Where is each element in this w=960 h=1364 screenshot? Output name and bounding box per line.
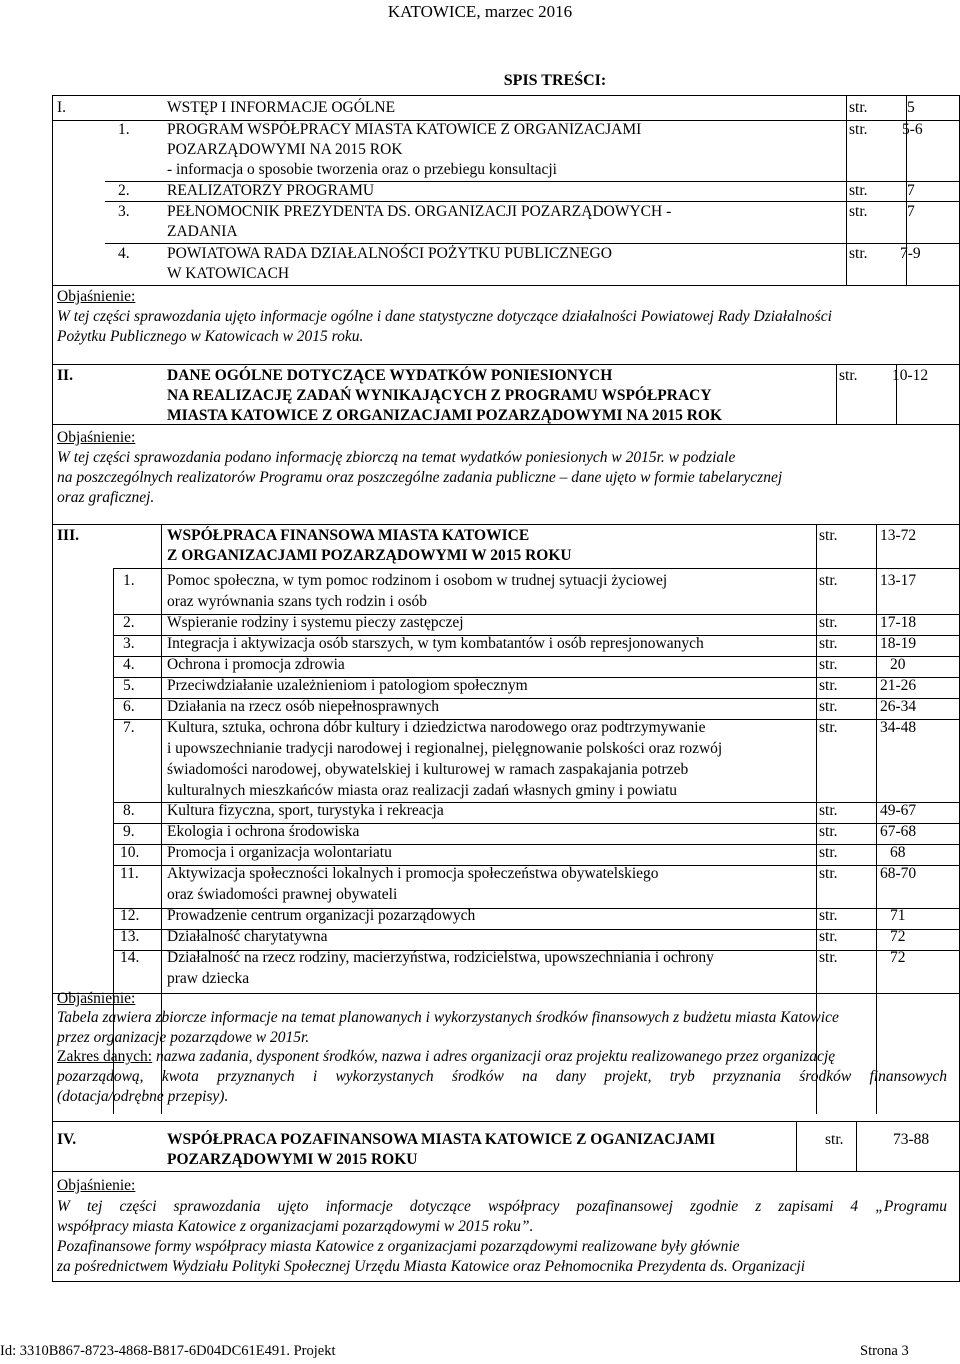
item-number: 11. bbox=[120, 865, 139, 882]
data-scope-label: Zakres danych: bbox=[57, 1048, 153, 1065]
page-label: str. bbox=[819, 802, 838, 819]
rule bbox=[53, 1121, 959, 1122]
item-number: 4. bbox=[118, 245, 130, 262]
rule bbox=[836, 364, 837, 424]
explanation-text: oraz graficznej. bbox=[57, 489, 155, 506]
section-number: II. bbox=[57, 367, 73, 384]
page-number: 34-48 bbox=[880, 719, 917, 736]
page-number: 68-70 bbox=[880, 865, 917, 882]
page-number: 73-88 bbox=[893, 1131, 930, 1148]
page-number: 7-9 bbox=[900, 245, 921, 262]
item-note: - informacja o sposobie tworzenia oraz o przebiegu konsultacji bbox=[167, 161, 557, 178]
item-title: Wspieranie rodziny i systemu pieczy zastępczej bbox=[167, 614, 464, 631]
explanation-text: za pośrednictwem Wydziału Polityki Społecznej Urzędu Miasta Katowice oraz Pełnomocnika Prezydenta ds. Organizacji bbox=[57, 1258, 806, 1275]
page-label: str. bbox=[819, 677, 838, 694]
section-number: IV. bbox=[57, 1131, 77, 1148]
page-label: str. bbox=[825, 1131, 844, 1148]
rule bbox=[53, 285, 959, 286]
item-number: 3. bbox=[123, 635, 135, 652]
rule bbox=[105, 243, 959, 244]
page-number: 5 bbox=[907, 99, 915, 116]
explanation-text: W tej części sprawozdania ujęto informacje ogólne i dane statystyczne dotyczące działalności Powiatowej Rady Działalności bbox=[57, 308, 832, 325]
item-title: praw dziecka bbox=[167, 970, 250, 987]
page-number: 20 bbox=[890, 656, 906, 673]
item-title: kulturalnych mieszkańców miasta oraz realizacji zadań własnych gminy i powiatu bbox=[167, 782, 678, 799]
section-heading: POZARZĄDOWYMI W 2015 ROKU bbox=[167, 1151, 418, 1168]
item-number: 3. bbox=[118, 203, 130, 220]
item-number: 2. bbox=[123, 614, 135, 631]
page-label: str. bbox=[819, 635, 838, 652]
page-number: 18-19 bbox=[880, 635, 917, 652]
page-number: 21-26 bbox=[880, 677, 917, 694]
item-title: Przeciwdziałanie uzależnieniom i patologiom społecznym bbox=[167, 677, 528, 694]
item-title: POWIATOWA RADA DZIAŁALNOŚCI POŻYTKU PUBLICZNEGO bbox=[167, 245, 612, 262]
data-scope-content: nazwa zadania, dysponent środków, nazwa i adres organizacji oraz projektu realizowanego przez organizację bbox=[152, 1048, 836, 1065]
rule bbox=[105, 201, 959, 202]
section-heading: NA REALIZACJĘ ZADAŃ WYNIKAJĄCYCH Z PROGRAMU WSPÓŁPRACY bbox=[167, 387, 712, 404]
explanation-text: W tej części sprawozdania ujęto informacje dotyczące współpracy pozafinansowej zgodnie z zapisami 4 „Programu bbox=[57, 1198, 947, 1215]
item-title: Ekologia i ochrona środowiska bbox=[167, 823, 360, 840]
footer-page-number: Strona 3 bbox=[860, 1343, 909, 1359]
rule bbox=[53, 524, 959, 525]
page-number: 67-68 bbox=[880, 823, 917, 840]
page-number: 26-34 bbox=[880, 698, 917, 715]
item-title: REALIZATORZY PROGRAMU bbox=[167, 182, 375, 199]
page-label: str. bbox=[819, 907, 838, 924]
item-title: Prowadzenie centrum organizacji pozarządowych bbox=[167, 907, 476, 924]
section-number: III. bbox=[57, 527, 79, 544]
item-number: 8. bbox=[123, 802, 135, 819]
document-header: KATOWICE, marzec 2016 bbox=[387, 2, 573, 21]
page-number: 17-18 bbox=[880, 614, 917, 631]
item-title: Działalność na rzecz rodziny, macierzyństwa, rodzicielstwa, upowszechniania i ochrony bbox=[167, 949, 714, 966]
data-scope-text: pozarządową, kwota przyznanych i wykorzystanych środków na dany projekt, tryb przyznania środków finansowych bbox=[57, 1068, 947, 1085]
page-number: 13-17 bbox=[880, 572, 917, 589]
item-title: Działania na rzecz osób niepełnosprawnych bbox=[167, 698, 439, 715]
section-heading: MIASTA KATOWICE Z ORGANIZACJAMI POZARZĄDOWYMI NA 2015 ROK bbox=[167, 407, 723, 424]
item-number: 2. bbox=[118, 182, 130, 199]
data-scope-text: (dotacja/odrębne przepisy). bbox=[57, 1088, 229, 1105]
page-number: 49-67 bbox=[880, 802, 917, 819]
item-number: 9. bbox=[123, 823, 135, 840]
page-label: str. bbox=[819, 865, 838, 882]
section-heading: WSPÓŁPRACA FINANSOWA MIASTA KATOWICE bbox=[167, 527, 530, 544]
page-label: str. bbox=[819, 719, 838, 736]
explanation-label: Objaśnienie: bbox=[57, 288, 136, 305]
rule bbox=[856, 1121, 857, 1171]
rule bbox=[53, 993, 959, 994]
rule bbox=[53, 1171, 959, 1172]
item-title: POZARZĄDOWYMI NA 2015 ROK bbox=[167, 141, 403, 158]
item-title: ZADANIA bbox=[167, 223, 238, 240]
page-number: 13-72 bbox=[880, 527, 917, 544]
page-number: 68 bbox=[890, 844, 906, 861]
explanation-text: Pozafinansowe formy współpracy miasta Katowice z organizacjami pozarządowymi realizowane były głównie bbox=[57, 1238, 740, 1255]
page-label: str. bbox=[819, 698, 838, 715]
rule bbox=[53, 364, 959, 365]
item-title: Pomoc społeczna, w tym pomoc rodzinom i osobom w trudnej sytuacji życiowej bbox=[167, 572, 668, 589]
section-heading: Z ORGANIZACJAMI POZARZĄDOWYMI W 2015 ROKU bbox=[167, 547, 572, 564]
item-title: Integracja i aktywizacja osób starszych, w tym kombatantów i osób represjonowanych bbox=[167, 635, 704, 652]
item-number: 1. bbox=[123, 572, 135, 589]
page-number: 7 bbox=[907, 182, 915, 199]
page-label: str. bbox=[819, 844, 838, 861]
page-label: str. bbox=[819, 656, 838, 673]
page-number: 72 bbox=[890, 949, 906, 966]
item-number: 4. bbox=[123, 656, 135, 673]
section-heading: WSPÓŁPRACA POZAFINANSOWA MIASTA KATOWICE Z OGANIZACJAMI bbox=[167, 1131, 716, 1148]
item-title: Działalność charytatywna bbox=[167, 928, 328, 945]
section-number: I. bbox=[57, 99, 67, 116]
item-title: Aktywizacja społeczności lokalnych i promocja społeczeństwa obywatelskiego bbox=[167, 865, 659, 882]
item-title: Promocja i organizacja wolontariatu bbox=[167, 844, 392, 861]
explanation-text: współpracy miasta Katowice z organizacjami pozarządowymi w 2015 roku”. bbox=[57, 1218, 534, 1235]
item-number: 14. bbox=[120, 949, 140, 966]
item-title: W KATOWICACH bbox=[167, 265, 290, 282]
page-number: 7 bbox=[907, 203, 915, 220]
item-title: Ochrona i promocja zdrowia bbox=[167, 656, 345, 673]
explanation-label: Objaśnienie: bbox=[57, 990, 136, 1007]
item-number: 6. bbox=[123, 698, 135, 715]
item-number: 13. bbox=[120, 928, 140, 945]
item-number: 10. bbox=[120, 844, 140, 861]
explanation-text: na poszczególnych realizatorów Programu oraz poszczególne zadania publiczne – dane ujęto w formie tabelarycznej bbox=[57, 469, 783, 486]
item-number: 12. bbox=[120, 907, 140, 924]
page-label: str. bbox=[819, 928, 838, 945]
item-title: oraz wyrównania szans tych rodzin i osób bbox=[167, 593, 427, 610]
page-label: str. bbox=[819, 949, 838, 966]
item-title: Kultura, sztuka, ochrona dóbr kultury i dziedzictwa narodowego oraz podtrzymywanie bbox=[167, 719, 706, 736]
explanation-text: Tabela zawiera zbiorcze informacje na temat planowanych i wykorzystanych środków finansowych z budżetu miasta Katowice bbox=[57, 1009, 839, 1026]
explanation-text: przez organizacje pozarządowe w 2015r. bbox=[57, 1029, 310, 1046]
footer-document-id: Id: 3310B867-8723-4868-B817-6D04DC61E491. Projekt bbox=[0, 1343, 336, 1359]
explanation-text: Pożytku Publicznego w Katowicach w 2015 roku. bbox=[57, 328, 364, 345]
page-label: str. bbox=[849, 121, 868, 138]
toc-title: SPIS TREŚCI: bbox=[503, 72, 607, 89]
page-label: str. bbox=[849, 182, 868, 199]
item-title: PROGRAM WSPÓŁPRACY MIASTA KATOWICE Z ORGANIZACJAMI bbox=[167, 121, 642, 138]
page-number: 5-6 bbox=[902, 121, 923, 138]
item-number: 5. bbox=[123, 677, 135, 694]
section-heading: DANE OGÓLNE DOTYCZĄCE WYDATKÓW PONIESIONYCH bbox=[167, 367, 613, 384]
item-number: 1. bbox=[118, 121, 130, 138]
rule bbox=[113, 568, 959, 569]
page-label: str. bbox=[849, 99, 868, 116]
data-scope-text bbox=[57, 1048, 835, 1066]
item-title: i upowszechnianie tradycji narodowej i regionalnej, pielęgnowanie polskości oraz rozwój bbox=[167, 740, 723, 757]
rule bbox=[846, 96, 847, 285]
item-title: Kultura fizyczna, sport, turystyka i rekreacja bbox=[167, 802, 444, 819]
page-label: str. bbox=[819, 527, 838, 544]
page-label: str. bbox=[849, 203, 868, 220]
page-number: 10-12 bbox=[892, 367, 929, 384]
page-label: str. bbox=[839, 367, 858, 384]
page-number: 71 bbox=[890, 907, 906, 924]
section-heading: WSTĘP I INFORMACJE OGÓLNE bbox=[167, 99, 396, 116]
rule bbox=[876, 524, 877, 1114]
item-title: świadomości narodowej, obywatelskiej i kulturowej w ramach zaspakajania potrzeb bbox=[167, 761, 689, 778]
explanation-label: Objaśnienie: bbox=[57, 429, 136, 446]
page-label: str. bbox=[819, 823, 838, 840]
item-number: 7. bbox=[123, 719, 135, 736]
page-label: str. bbox=[819, 572, 838, 589]
explanation-text: W tej części sprawozdania podano informację zbiorczą na temat wydatków poniesionych w 2015r. w podziale bbox=[57, 449, 736, 466]
item-title: oraz świadomości prawnej obywateli bbox=[167, 886, 398, 903]
explanation-label: Objaśnienie: bbox=[57, 1177, 136, 1194]
page-label: str. bbox=[819, 614, 838, 631]
rule bbox=[796, 1121, 797, 1171]
item-title: PEŁNOMOCNIK PREZYDENTA DS. ORGANIZACJI POZARZĄDOWYCH - bbox=[167, 203, 672, 220]
page-label: str. bbox=[849, 245, 868, 262]
page-number: 72 bbox=[890, 928, 906, 945]
